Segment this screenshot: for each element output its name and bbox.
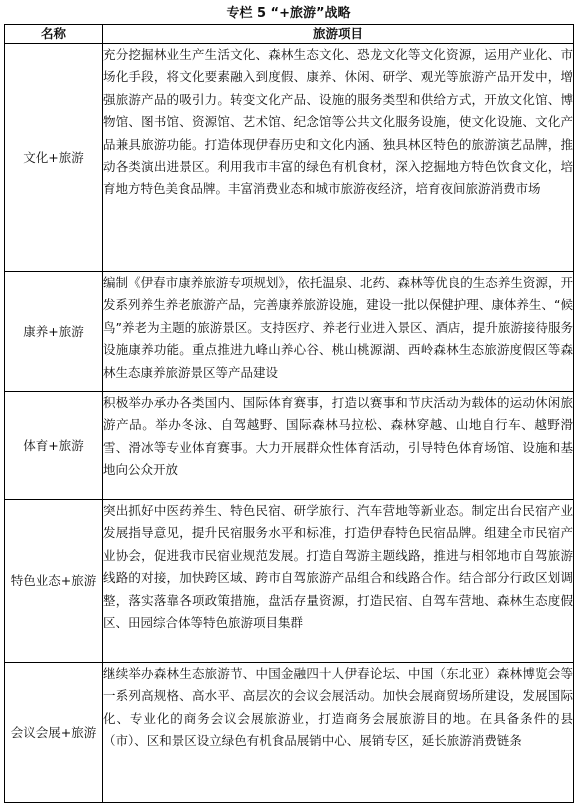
column-title: 专栏 5 “+旅游”战略 <box>226 6 351 21</box>
row-name: 会议会展+旅游 <box>5 663 103 803</box>
table-row <box>5 272 574 392</box>
table-row <box>5 500 574 663</box>
table-row <box>5 392 574 500</box>
row-content: 编制《伊春市康养旅游专项规划》，依托温泉、北药、森林等优良的生态养生资源，开发系列养生养老旅游产品，完善康养旅游设施，建设一批以保健护理、康体养生、“候鸟”养老为主题的旅游景区。支持医疗、养老行业进入景区、酒店，提升旅游接待服务设施康养功能。重点推进九峰山养心谷、桃山桃源湖、西岭森林生态旅游度假区等森林生态康养旅游景区等产品建设 <box>103 272 574 392</box>
header-projects: 旅游项目 <box>103 25 574 44</box>
row-name: 康养+旅游 <box>5 272 103 392</box>
row-name: 体育+旅游 <box>5 392 103 500</box>
row-name: 特色业态+旅游 <box>5 500 103 663</box>
row-content: 继续举办森林生态旅游节、中国金融四十人伊春论坛、中国（东北亚）森林博览会等一系列高规格、高水平、高层次的会议会展活动。加快会展商贸场所建设，发展国际化、专业化的商务会议会展旅游业，打造商务会展旅游目的地。在具备条件的县（市）、区和景区设立绿色有机食品展销中心、展销专区，延长旅游消费链条 <box>103 663 574 803</box>
row-name: 文化+旅游 <box>5 44 103 272</box>
table-header-row <box>5 25 574 44</box>
table-row <box>5 663 574 803</box>
header-name: 名称 <box>5 25 103 44</box>
row-content: 充分挖掘林业生产生活文化、森林生态文化、恐龙文化等文化资源，运用产业化、市场化手段，将文化要素融入到度假、康养、休闲、研学、观光等旅游产品开发中，增强旅游产品的吸引力。转变文化产品、设施的服务类型和供给方式，开放文化馆、博物馆、图书馆、资源馆、艺术馆、纪念馆等公共文化服务设施，使文化设施、文化产品兼具旅游功能。打造体现伊春历史和文化内涵、独具林区特色的旅游演艺品牌，推动各类演出进景区。利用我市丰富的绿色有机食材，深入挖掘地方特色饮食文化，培育地方特色美食品牌。丰富消费业态和城市旅游夜经济，培育夜间旅游消费市场 <box>103 44 574 272</box>
strategy-table <box>4 24 574 803</box>
row-content: 积极举办承办各类国内、国际体育赛事，打造以赛事和节庆活动为载体的运动休闲旅游产品。举办冬泳、自驾越野、国际森林马拉松、森林穿越、山地自行车、越野滑雪、滑冰等专业体育赛事。大力开展群众性体育活动，引导特色体育场馆、设施和基地向公众开放 <box>103 392 574 500</box>
row-content: 突出抓好中医药养生、特色民宿、研学旅行、汽车营地等新业态。制定出台民宿产业发展指导意见，提升民宿服务水平和标准，打造伊春特色民宿品牌。组建全市民宿产业协会，促进我市民宿业规范发展。打造自驾游主题线路，推进与相邻地市自驾旅游线路的对接，加快跨区域、跨市自驾旅游产品组合和线路合作。结合部分行政区划调整，落实落靠各项政策措施，盘活存量资源，打造民宿、自驾车营地、森林生态度假区、田园综合体等特色旅游项目集群 <box>103 500 574 663</box>
table-row <box>5 44 574 272</box>
